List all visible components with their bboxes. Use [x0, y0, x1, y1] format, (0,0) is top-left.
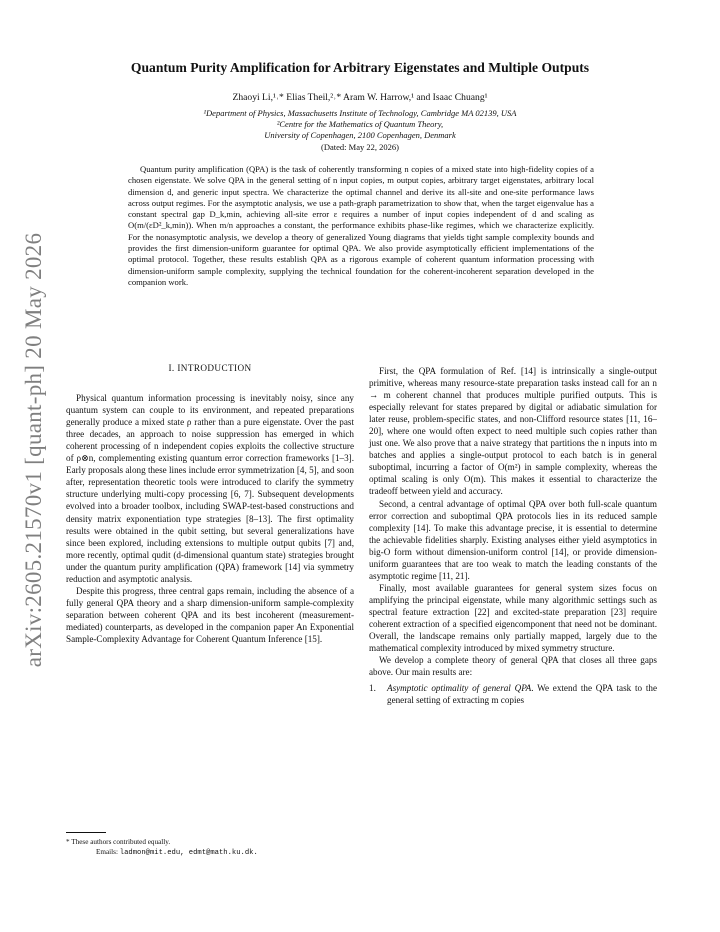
- affiliation-2: ²Centre for the Mathematics of Quantum Theory,: [276, 119, 444, 130]
- arxiv-identifier: arXiv:2605.21570v1 [quant-ph] 20 May 2026: [21, 232, 46, 668]
- left-column: [66, 360, 354, 645]
- footnote-equal-contribution: * These authors contributed equally.: [66, 838, 171, 846]
- email-addresses[interactable]: ladmon@mit.edu, edmt@math.ku.dk.: [119, 849, 258, 857]
- list-number: 1.: [369, 683, 376, 694]
- intro-paragraph-1: Physical quantum information processing is inevitably noisy, since any quantum system can couple to its environment, and repeated preparations generally produce a mixed state ρ rather than a pure eigenstate. Over the past three decades, an approach to noise suppression has emerged in which coherent processing of n independent copies exploits the collective structure of ρ⊗n, complementing existing quantum error correction frameworks [1–3]. Early proposals along these lines include error symmetrization [4, 5], and soon after, representation theoretic tools were introduced to clarify the symmetry structure underlying multi-copy processing [6, 7]. Subsequent developments evolved into a broader toolbox, including SWAP-test-based constructions and density matrix exponentiation type strategies [8–13]. The first optimality results were obtained in the qubit setting, but several generalizations have since been explored, including extensions to multiple output qubits [7] and, more recently, optimal qudit (d-dimensional quantum state) strategies brought under the quantum purity amplification (QPA) framework [14] via symmetry reduction and asymptotic analysis.: [66, 393, 354, 584]
- affiliation-1: ¹Department of Physics, Massachusetts Institute of Technology, Cambridge MA 02139, USA: [203, 108, 517, 118]
- intro-paragraph-3: First, the QPA formulation of Ref. [14] is intrinsically a single-output primitive, whereas many resource-state preparation tasks instead call for an n → m coherent channel that produces multiple purified outputs. This is especially relevant for states prepared by digital or adiabatic simulation for later reuse, problem-specific states, and non-Clifford resource states [11, 16–20], where one would often expect to need multiple such copies rather than just one. We also prove that a naive strategy that partitions the n inputs into m batches and applies a single-output protocol to each batch is in general suboptimal, incurring a factor of O(m²) in sample complexity, whereas the optimal scaling is only O(m). This makes it essential to characterize the tradeoff between yield and accuracy.: [369, 366, 657, 497]
- intro-paragraph-2: Despite this progress, three central gaps remain, including the absence of a fully general QPA theory and a sharp dimension-uniform sample-complexity separation between coherent QPA and its best incoherent (measurement-mediated) counterparts, as developed in the companion paper An Exponential Sample-Complexity Advantage for Coherent Quantum Inference [15].: [66, 585, 354, 644]
- section-heading: I. INTRODUCTION: [168, 363, 252, 373]
- paper-title: Quantum Purity Amplification for Arbitrary Eigenstates and Multiple Outputs: [130, 60, 590, 75]
- footnote-emails: [66, 847, 354, 858]
- result-list-item-1: [369, 682, 657, 706]
- arxiv-sidebar: [12, 232, 56, 668]
- footnote: [66, 827, 354, 858]
- intro-paragraph-4: Second, a central advantage of optimal QPA over both full-scale quantum error correction and suboptimal QPA protocols lies in its reduced sample complexity [14]. To make this advantage precise, it is essential to determine the achievable fidelities sharply. Existing analyses either yield asymptotics in big-O form without dimension-uniform control [14], or provide dimension-uniform guarantees that are too weak to match the leading constants of the asymptotic regime [11, 21].: [369, 498, 657, 581]
- intro-paragraph-5: Finally, most available guarantees for general system sizes focus on amplifying the principal eigenstate, while many algorithmic settings such as spectral feature extraction [22] and excited-state preparation [23] require coherent extraction of a specified eigencomponent that need not be dominant. Overall, the landscape remains only partially mapped, largely due to the mathematical complexity introduced by mixed symmetry structure.: [369, 582, 657, 654]
- affiliations: [60, 108, 660, 142]
- right-column: [369, 365, 657, 706]
- affiliation-3: University of Copenhagen, 2100 Copenhagen, Denmark: [264, 130, 456, 141]
- result-text: . We extend the QPA task to the general setting of extracting m copies: [387, 683, 657, 706]
- result-title: Asymptotic optimality of general QPA: [387, 683, 532, 694]
- emails-label: Emails:: [96, 848, 120, 856]
- abstract: Quantum purity amplification (QPA) is the task of coherently transforming n copies of a mixed state into high-fidelity copies of a chosen eigenstate. We solve QPA in the general setting of n input copies, m output copies, arbitrary target eigenstates, arbitrary local dimension d, and generic input spectra. We characterize the optimal channel and derive its all-site and one-site performance laws across output regimes. For the asymptotic analysis, we use a path-graph parametrization to show that, when the target eigenvalue has a constant spectral gap D_k,min, achieving all-site error ε requires a number of input copies independent of d and scaling as O(m/(εD²_k,min)). When m/n approaches a constant, the performance exhibits phase-like regimes, which we characterize explicitly. For the nonasymptotic analysis, we develop a theory of generalized Young diagrams that yields tight sample complexity bounds and provides the first dimension-uniform guarantee for optimal QPA. We also provide asymptotically efficient implementations of the optimal protocol. Together, these results establish QPA as a rigorous example of coherent quantum information processing with dimension-uniform sample complexity, supplying the technical foundation for the coherent-incoherent separation developed in the companion work.: [128, 164, 594, 287]
- intro-paragraph-6: We develop a complete theory of general QPA that closes all three gaps above. Our main results are:: [369, 655, 657, 678]
- date-line: (Dated: May 22, 2026): [321, 142, 399, 152]
- author-list: Zhaoyi Li,¹˒* Elias Theil,²˒* Aram W. Harrow,¹ and Isaac Chuang¹: [232, 92, 488, 103]
